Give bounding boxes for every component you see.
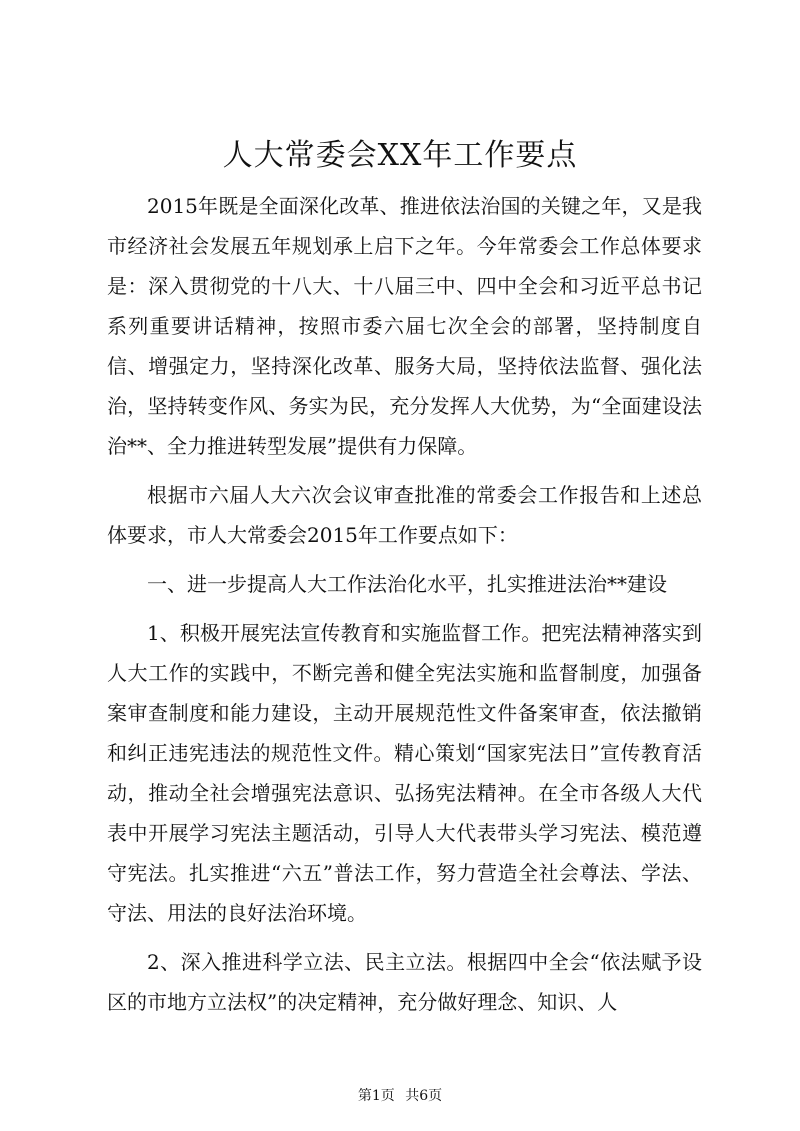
paragraph-item-2: 2、深入推进科学立法、民主立法。根据四中全会“依法赋予设区的市地方立法权”的决定精神，充分做好理念、知识、人 — [107, 950, 702, 1014]
page-number-footer: 第1页 共6页 — [357, 1088, 443, 1104]
document-title: 人大常委会XX年工作要点 — [222, 138, 578, 173]
paragraph-overview: 2015年既是全面深化改革、推进依法治国的关键之年，又是我市经济社会发展五年规划承上启下之年。今年常委会工作总体要求是：深入贯彻党的十八大、十八届三中、四中全会和习近平总书记系列重要讲话精神，按照市委六届七次全会的部署，坚持制度自信、增强定力，坚持深化改革、服务大局，坚持依法监督、强化法治，坚持转变作风、务实为民，充分发挥人大优势，为“全面建设法治**、全力推进转型发展”提供有力保障。 — [107, 194, 702, 458]
section-heading-1: 一、进一步提高人大工作法治化水平，扎实推进法治**建设 — [147, 572, 667, 596]
paragraph-item-1: 1、积极开展宪法宣传教育和实施监督工作。把宪法精神落实到人大工作的实践中，不断完善和健全宪法实施和监督制度，加强备案审查制度和能力建设，主动开展规范性文件备案审查，依法撤销和纠正违宪违法的规范性文件。精心策划“国家宪法日”宣传教育活动，推动全社会增强宪法意识、弘扬宪法精神。在全市各级人大代表中开展学习宪法主题活动，引导人大代表带头学习宪法、模范遵守宪法。扎实推进“六五”普法工作，努力营造全社会尊法、学法、守法、用法的良好法治环境。 — [107, 621, 702, 925]
document-body — [107, 186, 702, 1022]
paragraph-basis: 根据市六届人大六次会议审查批准的常委会工作报告和上述总体要求，市人大常委会2015年工作要点如下： — [107, 483, 702, 547]
